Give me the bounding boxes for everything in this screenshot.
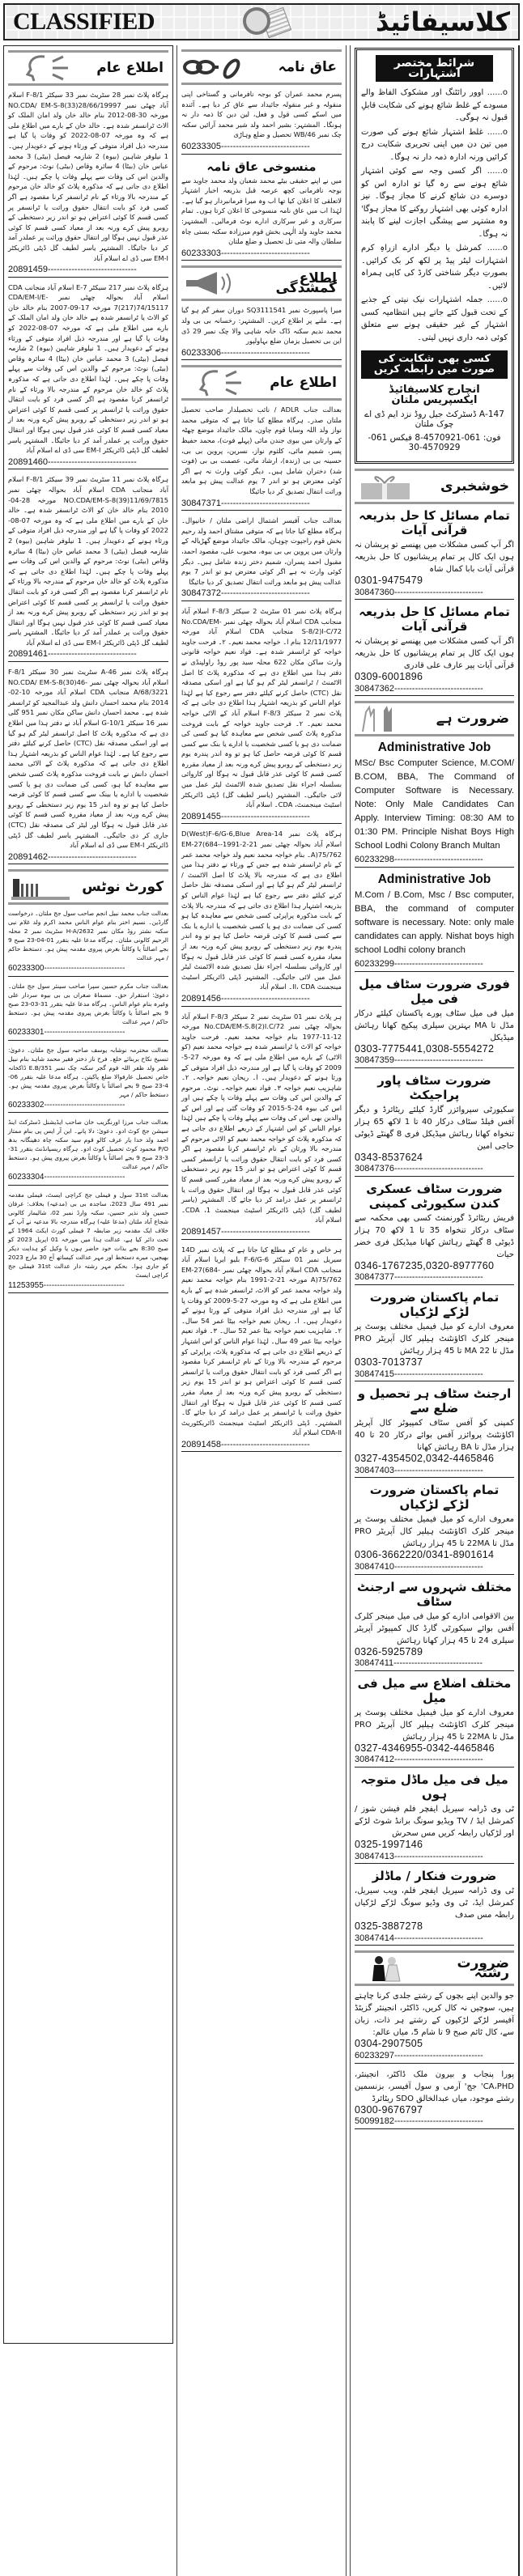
- classified-ad: [181, 1245, 342, 1453]
- ad-code-leader: ------------------------------: [220, 588, 310, 599]
- classified-ad: [8, 909, 168, 977]
- classified-ad: [8, 90, 168, 278]
- ad-code-leader: ------------------------------: [220, 141, 310, 151]
- ad-phone-number: 0300-9676797: [355, 2103, 423, 2116]
- bride-groom-icon: [355, 1954, 419, 1983]
- ad-code-value: 60233300: [8, 964, 45, 974]
- ad-code-value: 60233302: [8, 1100, 45, 1110]
- ad-reference-code: [8, 1281, 168, 1294]
- ad-title: Administrative Job: [377, 741, 491, 755]
- ad-code-leader: ------------------------------: [393, 2050, 483, 2060]
- ad-body: میرا پاسپورٹ نمبر SQ3111541 دوران سفر گم ہو گیا ہے۔ ملنے پر اطلاع کریں۔ المشتہر: رخسانہ بی بی ولد محمد ندیم سکنہ ڈاک خانہ شاہی والا چک نمبر 29 ڈی این بی تحصیل یزمان ضلع بہاولپور: [181, 306, 342, 346]
- ad-phone-number: 0301-9475479: [355, 574, 423, 586]
- ad-reference-code: [181, 994, 342, 1007]
- section-header-general-notice: [8, 50, 168, 86]
- ad-body: کمپنی کو آفس سٹاف کمپیوٹر کال آپریٹر اکاؤنٹنٹ پروائزر آفس بوائے درکار 20 تا 40 ہزار مڈل تا BA رہائش کھانا: [355, 1419, 514, 1453]
- ad-phone-number: 0327-4354502,0342-4465846: [355, 1453, 495, 1465]
- ad-phone-number: 0325-3887278: [355, 1920, 423, 1933]
- ad-reference-code: [355, 959, 514, 972]
- ad-reference-code: [8, 964, 168, 977]
- ad-reference-code: [8, 852, 168, 865]
- ad-code-value: 60233301: [8, 1027, 45, 1037]
- ad-reference-code: [181, 499, 342, 511]
- ad-reference-code: [355, 1164, 514, 1177]
- ad-title: منسوخی عاق نامہ: [206, 159, 317, 174]
- ad-code-leader: ------------------------------: [393, 683, 483, 694]
- ad-code-value: 60233299: [355, 958, 394, 969]
- ad-reference-code: [355, 1658, 514, 1671]
- section-title: کورٹ نوٹس: [82, 879, 164, 896]
- ad-code-value: 60233298: [355, 855, 394, 865]
- classified-ad: [355, 1182, 514, 1285]
- classified-ad: [355, 977, 514, 1068]
- ad-body: ہرگاہ پلاٹ نمبر 46-A سٹریٹ نمبر 30 سیکٹر F-8/1 اسلام آباد بحوالہ چھٹی نمبر NO.CDA/ EM-S-8(30)46-A/68/3221 منجانب CDA اسلام آباد مورخہ 10-02-2014 بنام محمد احسان دانش ولد عبدالمجید کو ٹرانسفر شدہ ہے۔ محمد احسان دانش ساکن مکان نمبر 951 گلی نمبر 16 سیکٹر G-10/1 اسلام آباد نے دفتر ہذا میں اطلاع دی ہے کہ مذکورہ پلاٹ کا اصل ٹرانسفر لیٹر گم ہو گیا ہے اور اسکی مصدقہ نقل (CTC) حاصل کرنے کیلئے دفتر سے رجوع کیا ہے۔ لہٰذا عوام الناس کو بذریعہ اشتہار ہذا اطلاع دی جاتی ہے کہ مذکورہ پلاٹ کے الاٹی محمد احسان دانش نے بابت فروخت مذکورہ پلاٹ کسی شخص سے معاہدہ کیا ہو، کسی کی ضمانت دی ہو یا کسی شخصیت یا ادارے یا بینک سے کسی قسم کا کوئی قرضہ حاصل کیا ہو تو وہ اندر 15 یوم زیر دستخطی کے روبرو پیش کرے ورنہ بعد از معیاد مقررہ کسی قسم کا کوئی عذر قابل قبول نہ ہوگا اور لیٹر کی مصدقہ نقل (CTC) جاری کر دی جائیگی۔ المشتہر یاسر لطیف گل ڈپٹی ڈائریکٹر EM-I سی ڈی اے اسلام آباد: [8, 668, 169, 850]
- ad-code-leader: ------------------------------: [393, 587, 483, 597]
- ad-body: اگر آپ کسی مشکلات میں پھنسے تو پریشان نہ ہوں ایک کال پر تمام پریشانیوں کا حل بذریعہ قرآنی آیات پیر عارف علی قادری: [355, 637, 514, 671]
- ad-phone-number: 0327-4346955-0342-4465846: [355, 1742, 495, 1754]
- ad-body: پورا پنجاب و بیرون ملک ڈاکٹر، انجینئر، CA،PHD' جج' آرمی و سول آفیسر، بزنسمین رشتے موجود، میاں عبدالخالق SDO ریٹائرڈ: [355, 2069, 514, 2103]
- classified-ad: [355, 1676, 514, 1768]
- ad-code-value: 30847377: [355, 1272, 394, 1283]
- section-title: ضرورت ہے: [436, 711, 509, 728]
- classified-header: [3, 3, 520, 40]
- classified-ad: [355, 872, 514, 972]
- terms-item: o...... اگر کسی وجہ سے کوئی اشتہار شائع ہونے سے رہ گیا تو ادارہ اس کو دوسرے دن شائع کرنے کا مجاز ہوگا۔ نیز ادارہ کوئی بھی اشتہار روکنے کا مجاز ہوگا' وہ مشتہر سے پیشگی اجازت لینے کا پابند نہ ہوگا۔: [361, 167, 508, 239]
- ad-code-value: 30847403: [355, 1465, 394, 1475]
- ad-code-value: 30847372: [181, 588, 221, 599]
- ad-code-leader: ------------------------------: [393, 1369, 483, 1379]
- speaking-head-icon: [8, 53, 73, 83]
- ad-reference-code: [355, 855, 514, 868]
- ad-body: ہرگاہ پلاٹ نمبر 11 سٹریٹ نمبر 39 سیکٹر F-8/1 اسلام آباد منجانب CDA اسلام آباد بحوالہ چھٹی نمبر NO.CDA/EM-S-8(39)11/69/7815 مورخہ 28-04-2010 بنام خالد خان کو الاٹ ٹرانسفر شدہ ہے۔ خالد خان کے بارے میں اطلاع ملی ہے کہ وہ مورخہ 07-08-2022 کو وفات پا گیا ہے اور مندرجہ ذیل افراد متوفی کے ورثاء ہونے کے دعویدار ہیں۔ 1 نیلوفر شاہین (بیوہ) 2 شازمہ فیصل (بیٹی) 3 محمد عباس خان (بیٹا) 4 سائرہ وقاص (بیٹی) نوٹ: مرحوم کے والدین اس کی وفات سے پہلے وفات پا چکے ہیں۔ لہٰذا اطلاع دی جاتی ہے کہ مذکورہ پلاٹ کو خالد خان مرحوم کے مندرجہ بالا ورثاء کے نام ٹرانسفر کرنا مقصود ہے اگر کسی فرد کو بابت انتقال حقوق وراثت یا ٹرانسفر پر کسی قسم کا کوئی اعتراض ہو تو اندر زیر دستخطی کے روبرو پیش کرے ورنہ بعد از معیاد کسی قسم کا کوئی عذر قبول نہیں ہوگا اور انتقال حقوق وراثت پر عملدر آمد کر دیا جائیگا۔ المشتہر یاسر لطیف گل ڈپٹی ڈائریکٹر EM-I سی ڈی اے اسلام آباد: [8, 475, 168, 647]
- raised-hands-icon: [355, 704, 419, 733]
- ad-code-leader: ------------------------------: [44, 964, 125, 974]
- ad-phone-number: 0306-3662220/0341-8901614: [355, 1549, 495, 1561]
- ad-reference-code: [355, 2051, 514, 2064]
- ad-code-leader: ------------------------------: [393, 1658, 483, 1669]
- classified-ad: [181, 606, 342, 824]
- ad-code-leader: ------------------------------: [393, 1933, 483, 1943]
- ad-terms-box: [355, 48, 514, 464]
- ad-phone-number: 0304-2907505: [355, 2038, 423, 2050]
- ad-code-leader: ------------------------------: [393, 1055, 483, 1066]
- ad-body: بین الاقوامی ادارے کو میل فی میل مینجر کلرک آفس بوائے سیکورٹی گارڈ کال کمپیوٹر آپریٹر سیلری 24 تا 45 ہزار کھانا رہائش: [355, 1611, 514, 1645]
- ad-code-leader: ------------------------------: [43, 1280, 125, 1290]
- classified-ad: [8, 1046, 168, 1114]
- ad-code-value: 30847413: [355, 1851, 394, 1861]
- ad-code-value: 30847412: [355, 1755, 394, 1765]
- ad-code-value: 30847362: [355, 683, 394, 694]
- ad-code-leader: ------------------------------: [393, 855, 483, 865]
- speaking-head-icon: [181, 368, 246, 397]
- ad-code-value: 20891462: [8, 851, 48, 862]
- classified-ad: [355, 1990, 514, 2063]
- ad-phone-number: 0303-7013737: [355, 1356, 423, 1369]
- column-left: [3, 45, 173, 2344]
- ad-code-value: 30847411: [355, 1658, 394, 1669]
- ad-code-value: 60233306: [181, 347, 221, 358]
- classified-ad: [355, 508, 514, 600]
- section-title: اطلاع عام: [96, 59, 164, 76]
- ad-code-leader: ------------------------------: [220, 1439, 310, 1449]
- ad-body: بعدالت محترمہ نوشابہ یوسف صاحبہ سول جج ملتان۔ دعویٰ: تنسیخ نکاح بربنائے خلع۔ فرح ناز دختر فقیر محمد شاہد بنام نبیل ظفر ولد ظفر اللہ قوم گجر سکنہ چک نمبر 351/E.B ڈاکخانہ خاص تحصیل عارفوالا ضلع پاکپتن۔ ہرگاہ مدعا علیہ بتقرر 06-4-23 صبح 9 بجے اصالتاً یا وکالتاً بغرض پیروی مقدمہ پیش ہو۔ دستخط حاکم / مہر: [8, 1046, 168, 1098]
- classified-ad: [355, 2069, 514, 2129]
- classified-ad: [355, 1580, 514, 1671]
- classified-ad: [355, 741, 514, 868]
- column-right: [350, 45, 520, 2576]
- classified-ad: [8, 1118, 168, 1186]
- section-header-disown: [181, 49, 342, 85]
- court-building-icon: [8, 872, 73, 902]
- ad-reference-code: [355, 684, 514, 697]
- ad-reference-code: [355, 1933, 514, 1946]
- classified-ad: [8, 474, 168, 662]
- ad-body: میں نے اپنے حقیقی بیٹے محمد شعبان ولد محمد جاوید سے بوجہ نافرمانی کچھ عرصہ قبل بذریعہ اخبار اشتہار لاتعلقی کا اعلان کیا تھا اب وہ میرا فرمانبردار ہو گیا ہے۔ لہٰذا اب میں عاق نامہ منسوخی کا اعلان کرتا ہوں۔ تمام سرکاری و غیر سرکاری ادارے نوٹ فرمالیں۔ المشتہر: محمد جاوید ولد الٰہی بخش قوم میرزادہ سکنہ بستی چاہ سلطان والہ متی تل تحصیل و ضلع ملتان: [181, 176, 342, 246]
- broken-chain-icon: [181, 53, 246, 82]
- column-middle: [176, 45, 347, 2576]
- ad-reference-code: [8, 649, 168, 662]
- ad-code-value: 30847410: [355, 1562, 394, 1572]
- ad-reference-code: [181, 812, 342, 825]
- terms-item: o...... اوور رائٹنگ اور مشکوک الفاظ والے مسودے کے غلط شائع ہونے کی شکایت قابلِ قبول نہ ہوگی۔: [361, 88, 508, 123]
- ad-reference-code: [355, 2116, 514, 2129]
- ad-body: معروف ادارے کو میل فیمیل مختلف پوسٹ پر مینجر کلرک اکاؤنٹنٹ ہیلپر کال آپریٹر PRO مڈل تا 22MA تا 45 ہزار رہائش: [355, 1708, 514, 1742]
- ad-code-leader: ------------------------------: [47, 456, 137, 467]
- complaint-contact-bar: کسی بھی شکایت کی صورت میں رابطہ کریں: [361, 350, 508, 379]
- classified-ad: [355, 1073, 514, 1177]
- ad-reference-code: [355, 1055, 514, 1068]
- classified-ad: [181, 829, 342, 1006]
- ad-code-value: 20891457: [181, 1227, 221, 1237]
- ad-code-value: 20891455: [181, 811, 221, 821]
- section-title: عاق نامہ: [278, 58, 337, 75]
- section-header-marriage: [355, 1950, 514, 1986]
- section-title: اطلاع گمشدگی: [275, 269, 337, 297]
- classified-ad: [181, 305, 342, 360]
- ad-code-value: 20891458: [181, 1439, 221, 1449]
- ad-reference-code: [355, 1272, 514, 1285]
- ad-body: M.Com / B.Com, Msc / Bsc computer, BBA, the command of computer software is necessary. Note: only male candidates can apply. Nishat boys high school Lodhi colony branch: [355, 889, 514, 955]
- ad-code-leader: ------------------------------: [393, 958, 483, 969]
- ad-title: تمام پاکستان ضرورت لڑکے لڑکیاں: [369, 1483, 500, 1513]
- classified-ad: [355, 1869, 514, 1946]
- ad-body: فریش ریٹائرڈ گورنمنٹ کسی بھی محکمہ سے سٹاف درکار تنخواہ 35 تا 1 لاکھ 70 ہزار ڈیوٹی 8 گھنٹے رہائش کھانا میڈیکل فری خضر حیات: [355, 1213, 515, 1259]
- section-title: خوشخبری: [440, 477, 509, 494]
- ad-body: ہرگاہ پلاٹ نمبر 28 سٹریٹ نمبر 33 سیکٹر F-8/1 اسلام آباد چھٹی نمبر NO.CDA/ EM-S-8(33)28/66/19997 مورخہ 30-08-2012 بنام خالد خان ولد امان الملک کو الاٹ ٹرانسفر شدہ ہے۔ خالد خان کے بارے میں اطلاع ملی ہے کہ وہ مورخہ 07-08-2022 کو وفات پا گیا ہے مندرجہ ذیل افراد متوفی کے ورثاء ہونے کے دعویدار ہیں۔ 1 نیلوفر شاہین (بیوہ) 2 شازمہ فیصل (بیٹی) 3 محمد عباس خان (بیٹا) 4 سائرہ وقاص (بیٹی) نوٹ: مرحوم کے والدین اس کی وفات سے پہلے وفات پا چکے ہیں۔ لہٰذا اطلاع دی جاتی ہے کہ مذکورہ پلاٹ کو خالد خان مرحوم کے مندرجہ بالا ورثاء کے نام ٹرانسفر کرنا مقصود ہے اگر کسی فرد کو بابت انتقال حقوق وراثت یا ٹرانسفر پر کسی قسم کا کوئی اعتراض ہو تو اندر زیر دستخطی کے روبرو پیش کرے ورنہ بعد از معیاد کسی قسم کا کوئی عذر قبول نہیں ہوگا اور انتقال حقوق وراثت پر عملدر آمد کر دیا جائیگا۔ المشتہر یاسر لطیف گل ڈپٹی ڈائریکٹر EM-I سی ڈی اے اسلام آباد: [8, 91, 168, 262]
- ad-body: ہرگاہ پلاٹ نمبر 14-D(West)F-6/G-6,Blue Area اسلام آباد بحوالہ چھٹی نمبر 21-2-1991-EM-27(684-A)75/762۔ بنام خواجہ محمد نعیم ولد خواجہ محمد عمر کے نام ٹرانسفر شدہ ہے جس کے ورثاء نے دفتر ہذا میں اطلاع دی ہے کہ مندرجہ بالا پلاٹ کا اصل الاٹمنٹ / ٹرانسفر لیٹر گم ہو گیا ہے اور اسکی مصدقہ نقل حاصل کرنے کیلئے دفتر سے رجوع کیا ہے لہٰذا عوام الناس کو بذریعہ اشتہار ہذا اطلاع دی جاتی ہے کہ مندرجہ بالا پلاٹ کے بابت مذکورہ پراپرٹی کسی شخص سے معاہدہ کیا ہو کسی کی ضمانت دی ہو یا کسی شخصیت یا ادارے یا بنک سے کسی قسم کا کوئی قرضہ حاصل کیا ہو تو وہ اندر پندرہ یوم زیر دستخطی کے روبرو پیش کرے ورنہ بعد از معیاد مقررہ کسی قسم کا کوئی عذر قابل قبول نہ ہوگا اور کاروائی بسلسلہ اجراء نقل تصدیق شدہ الاٹمنٹ لیٹر عمل میں لائی جائیگی۔ المشتہر ڈپٹی ڈائریکٹر اسٹیٹ مینجمنٹ II، CDA۔ اسلام آباد: [181, 830, 342, 991]
- ad-phone-number: 0303-7775441,0308-5554272: [355, 1042, 495, 1055]
- ad-reference-code: [181, 588, 342, 601]
- ad-reference-code: [181, 142, 342, 155]
- ad-code-leader: ------------------------------: [393, 1755, 483, 1765]
- ad-body: جو والدین اپنے بچوں کے رشتے جلدی کرنا چاہتے ہیں، سوچیں نہ کال کریں، ڈاکٹر، انجینئر گزیٹڈ آفیسر لڑکے لڑکیوں کے رشتے ہر ذات، زبان سے، کال ٹائم صبح 9 تا شام 5، میاں عالم:: [355, 1992, 514, 2038]
- classified-ad: [8, 982, 168, 1041]
- ad-body: ہر خاص و عام کو مطلع کیا جاتا ہے کہ پلاٹ نمبر 14D سیریل نمبر 01 سیکٹر F-6/G-6 بلیو ایریا اسلام آباد منجانب CDA اسلام آباد بحوالہ چھٹی نمبر EM-27(684-A)75/762 مورخہ 21-2-1991 بنام خواجہ محمد نعیم ولد خواجہ محمد عمر کو الاٹ، ٹرانسفر شدہ ہے کے بارے میں اطلاع ملی ہے کہ وہ مورخہ 27-5-2009 کو وفات پا گیا ہے اور مندرجہ ذیل افراد متوفی کے ورثا ہونے کے دعویدار ہیں۔ ا۔ ریحان نعیم خواجہ بیٹا عمر 54 سال۔ ۲۔ شاہزیب نعیم خواجہ بیٹا عمر 52 سال۔ ۳۔ فواد نعیم خواجہ بیٹا عمر 49 سال۔ لہٰذا عوام الناس کو اس اشتہار کے ذریعے اطلاع دی جاتی ہے کہ مذکورہ پلاٹ، پراپرٹی کو مرحوم کے مندرجہ بالا ورثا کے نام ٹرانسفر کرنا مقصود ہے اگر کسی فرد کو بابت انتقال حقوق وراثت یا ٹرانسفر کسی قسم کا کوئی اعتراض ہو تو اندر 15 یوم زیر دستخطی کے روبرو پیش کرے ورنہ بعد از معیاد مقرر کسی قسم کا کوئی عذر قابل قبول نہ ہوگا اور انتقال حقوق وراثت یا ٹرانسفر پر عمل درامد کر دیا جائے گا۔ المشتہر۔ ڈپٹی ڈائریکٹر اسٹیٹ مینجمنٹ ڈائریکٹوریٹ CDA-II اسلام آباد: [181, 1245, 342, 1437]
- ad-reference-code: [8, 265, 168, 278]
- ad-body: پسرم محمد عمران کو بوجہ نافرمانی و گستاخی اپنی منقولہ و غیر منقولہ جائیداد سے عاق کر دیا ہے۔ آئندہ میں اسکے کسی قول و فعل، لین دین کا ذمہ دار نہ ہونگا۔ المشتہر: بشیر احمد ولد شیر محمد آرائیں سکنہ چک نمبر 46/WB تحصیل و ضلع وہاڑی: [181, 90, 342, 139]
- ad-code-value: 30847371: [181, 498, 221, 508]
- ad-body: ہر پلاٹ نمبر 01 سٹریٹ نمبر 2 سیکٹر F-8/3 اسلام آباد بحوالہ چھٹی نمبر No.CDA/EM-S.8(2)I.C/72 مورخہ 12-11-1977 بنام خواجہ محمد نعیم۔ فرحت جاوید خواجہ کو الاٹ یا ٹرانسفر شدہ ہے خواجہ محمد نعیم (کو الاٹی) کے بارے میں اطلاع ملی ہے کہ وہ مورخہ 27-5-2009 کو وفات پا گیا ہے اور مندرجہ ذیل افراد متوفی کے ورثا ہونے کے دعویدار ہیں۔ ا۔ ریحان نعیم خواجہ۔ ۲۔ شاہزیب نعیم خواجہ ۳۔ فواد نعیم خواجہ۔ نوٹ۔ مرحوم کے والدین اس کی وفات سے پہلے وفات پا چکے ہیں اور اس کی بیوہ 24-5-2015 کو وفات گئی ہے اور اس کے والدین بھی اس کی وفات سے پہلے وفات پا چکے ہیں لہٰذا عوام الناس کو اس اشتہار کے ذریعے اطلاع دی جاتی ہے کہ مذکورہ پلاٹ کو خواجہ محمد نعیم کو الاٹی مرحوم کے مندرجہ بالا ورثان کے نام ٹرانسفر کرنا مقصود ہے اگر کسی فرد کو بابت انتقال حقوق وراثت یا ٹرانسفر کسی قسم کا کوئی اعتراض ہو تو اندر 15 یوم زیر دستخطی کے روبرو پیش کرے ورنہ بعد از معیاد مقرر کسی قسم کا کوئی عذر قابل قبول نہ ہوگا اور انتقال حقوق وراثت یا ٹرانسفر پر عمل درامد کر دیا جائے گا۔ المشتہر (یاسر لطیف گل) ڈپٹی ڈائریکٹر اسٹیٹ مینجمنٹ 1، CDA۔ اسلام آباد: [181, 1012, 342, 1224]
- ad-phone-number: 0343-8537624: [355, 1151, 423, 1163]
- classified-ad: [181, 516, 342, 601]
- ad-reference-code: [8, 1173, 168, 1186]
- ad-code-value: 30847414: [355, 1933, 394, 1943]
- classified-ad: [8, 282, 168, 470]
- ad-reference-code: [355, 1562, 514, 1575]
- ad-body: سکیورٹی سپروائزر گارڈ کیلئے ریٹائرڈ و دیگر آفس فیلڈ سٹاف درکار 40 تا 1 لاکھ 65 ہزار تنخواہ کھانا رہائش میڈیکل فری 8 گھنٹے ڈیوٹی حاجی امین: [355, 1105, 515, 1151]
- ad-reference-code: [355, 1369, 514, 1382]
- classified-ad: [181, 159, 342, 261]
- section-title: ضرورت رشتہ: [457, 1954, 509, 1982]
- ad-body: معروف ادارے کو میل فیمیل مختلف پوسٹ پر مینجر کلرک اکاؤنٹنٹ ہیلپر کال آپریٹر PRO مڈل تا 22MA تا 45 ہزار رہائش: [355, 1515, 514, 1549]
- ad-title: فوری ضرورت سٹاف میل فی میل: [359, 976, 510, 1006]
- ad-code-value: 30847359: [355, 1055, 394, 1066]
- header-title-urdu: کلاسیفائیڈ: [375, 6, 510, 37]
- ad-title: ضرورت سٹاف عسکری کندن سکیورٹی کمپنی: [366, 1181, 503, 1211]
- ad-title: میل فی میل ماڈل متوجہ ہوں: [360, 1772, 508, 1802]
- ad-body: بعدالت 31st سول و فیملی جج کراچی ایسٹ، فیملی مقدمہ نمبر 491 سال 2023، ساجدہ بی بی (مدعیہ) بخلاف: عرفان حسین ولد نذیر حسین، سکنہ وارڈ نمبر 02، شالیمار کالونی شجاع آباد ملتان (مدعا علیہ) ہرگاہ مندرجہ بالا مدعیہ نے آپ کے خلاف ایک مقدمہ زیر ضابطہ 7 فیملی کورٹ ایکٹ 1964 کے تحت دائر کیا ہے، عدالت ہذا میں مورخہ 01 اپریل 2023 کو صبح 8:30 بجے بذات خود حاضر ہوں یا وکیل کو ہدایت دیکر بھیجیں، میرے دستخط اور مہر عدالت کیساتھ آج 30 مارچ 2023 کو جاری ہوا۔ بحکم مہر رشتہ دار عدالت 31st فیملی جج کراچی ایسٹ: [8, 1190, 169, 1279]
- ad-title: ضرورت فنکار / ماڈلز: [372, 1869, 497, 1884]
- ad-code-leader: ------------------------------: [393, 2116, 483, 2127]
- ad-phone-number: 0346-1767235,0320-8977760: [355, 1259, 495, 1271]
- ad-body: معروف ادارے کو میل فیمیل مختلف پوسٹ پر مینجر کلرک اکاؤنٹنٹ ہیلپر کال آپریٹر PRO مڈل تا MA 22 تا 45 ہزار رہائش: [355, 1322, 514, 1356]
- ad-code-leader: ------------------------------: [393, 1851, 483, 1861]
- ad-code-value: 60233305: [181, 141, 221, 151]
- ad-title: ضرورت سٹاف پاور پراجیکٹ: [377, 1072, 491, 1102]
- ad-reference-code: [181, 1440, 342, 1453]
- ad-code-value: 60233304: [8, 1173, 45, 1182]
- ad-reference-code: [8, 457, 168, 470]
- ad-code-leader: ------------------------------: [393, 1465, 483, 1475]
- classified-ad: [181, 405, 342, 511]
- ad-code-leader: ------------------------------: [393, 1272, 483, 1283]
- ad-title: Administrative Job: [377, 872, 491, 886]
- ad-body: بعدالت جناب مکرم حسین سپرا صاحب سینئر سول جج ملتان۔ دعویٰ: استقرار حق۔ مسماۃ صغراں بی بی بیوہ سردار علی وغیرہ بنام عوام الناس۔ ہرگاہ مدعا علیہ بتقرر 31-03-23 صبح 9 بجے اصالتاً یا وکالتاً بغرض پیروی مقدمہ پیش ہو۔ دستخط حاکم / مہر عدالت: [8, 982, 168, 1025]
- ad-reference-code: [181, 348, 342, 361]
- ad-code-leader: ------------------------------: [393, 1562, 483, 1572]
- classified-ad: [181, 89, 342, 155]
- ad-title: تمام مسائل کا حل بذریعہ قرآنی آیات: [359, 605, 510, 634]
- ad-reference-code: [8, 1101, 168, 1114]
- ad-reference-code: [181, 1227, 342, 1240]
- ad-code-value: 20891460: [8, 456, 48, 467]
- section-header-court-notice: [8, 869, 168, 905]
- ad-body: ٹی وی ڈرامہ سیریل ایفچر فلم فیشن شوز / کمرشل ایڈ / TV ویڈیو سونگ برانڈ شوٹ لڑکے اور لڑکیاں رابطہ کریں مس سحرش: [355, 1805, 514, 1838]
- ad-phone-number: 0309-6001896: [355, 671, 423, 683]
- ad-body: ہرگاہ پلاٹ نمبر 01 سٹریٹ 2 سیکٹر F-8/3 اسلام آباد منجانب CDA اسلام آباد بحوالہ چھٹی نمبر No.CDA/EM-S-8/2)I-C/72 منجانب CDA اسلام آباد مورخہ 12/11/1977 بنام ا۔ خواجہ محمد نعیم۔ ۲۔ فرحت جاوید خواجہ کو ٹرانسفر شدہ ہے۔ فواد نعیم خواجہ قانونی وارث ساکن مکان 622 محلہ سید پور روڈ راولپنڈی نے دفتر ہذا میں اطلاع دی ہے کہ مذکورہ پلاٹ کا اصل الاٹمنٹ / ٹرانسفر لیٹر گم ہو گیا ہے اور اسکی مصدقہ نقل (CTC) حاصل کرنے کیلئے دفتر سے رجوع کیا ہے لہٰذا عوام الناس کو بذریعہ اشتہار ہذا اطلاع دی جاتی ہے کہ پلاٹ نمبر 2 سیکٹر F-8/3 اسلام آباد کے الاٹی خواجہ محمد نعیم۔ ۲۔ فرحت جاوید خواجہ کے بابت فروخت مذکورہ پلاٹ کسی شخص سے معاہدہ کیا ہو کسی کی ضمانت دی ہو یا کسی شخصیت یا ادارے یا بنک سے کسی قسم کا کوئی قرضہ حاصل کیا ہو تو وہ اندر پندرہ یوم زیر دستخطی کے روبرو پیش کرے ورنہ بعد از معیاد مقررہ کسی قسم کا کوئی عذر قابل قبول نہ ہوگا اور کاروائی بسلسلہ اجراء نقل تصدیق شدہ الاٹمنٹ لیٹر عمل میں لائی جائیگی۔ المشتہر (یاسر لطیف گل) ڈپٹی ڈائریکٹر اسٹیٹ مینجمنٹ، CDA۔ اسلام آباد: [181, 606, 342, 809]
- ad-reference-code: [181, 248, 342, 261]
- ad-code-leader: ------------------------------: [393, 1164, 483, 1174]
- ad-code-value: 50099182: [355, 2116, 394, 2127]
- classified-ad: [355, 1290, 514, 1381]
- section-header-general-notice: [181, 365, 342, 401]
- ad-code-leader: ------------------------------: [220, 993, 310, 1004]
- classified-ad: [355, 1483, 514, 1574]
- ad-body: MSc/ Bsc Computer Science, M.COM/ B.COM, BBA, The Command of Computer Software is Necessary. Note: Only Male Candidates Can Apply. Interview Timing: 08:30 AM to 01:30 PM. Principle Nishat Boys High School Lodhi Colony Branch Multan: [355, 758, 514, 851]
- ad-reference-code: [355, 1755, 514, 1768]
- ad-code-leader: ------------------------------: [220, 498, 310, 508]
- ad-body: بعدالت جناب محمد نبیل انجم صاحب سول جج ملتان۔ درخواست گارڈین۔ نسیم اختر بنام عوام الناس محمد اکرم ولد غلام نبی سکنہ نشتر روڈ مکان نمبر 2632/H-A سٹریٹ نمبر 2 محلہ الرحیم کالونی ملتان۔ ہرگاہ مدعا علیہ بتقرر 01-04-23 صبح 9 بجے اصالتاً یا وکالتاً بغرض پیروی مقدمہ پیش ہو۔ دستخط حاکم / مہر عدالت: [8, 910, 168, 962]
- ad-code-value: 30847415: [355, 1369, 394, 1379]
- ad-body: بعدالت جناب ADLR / نائب تحصیلدار صاحب تحصیل ملتان صدر۔ ہرگاہ مطلع کیا جاتا ہے کہ متوفی محمد نواز ولد اللہ وسایا قوم چاون، مالک جائیداد موضع چھٹہ کے وارثان میں بیوی جندن مائی (پہلے فوت)، محمد حفیظ پسر، شمیم مائی، کلثوم نواز، نسرین، پروین بی بی، حسینہ بی بی (زندہ)، ارشاد مائی، عصمت بی بی (فوت شد) دختران شامل ہیں۔ دیگر کوئی وارث نہ ہے اگر کوئی معترض ہو تو اندر 7 یوم عدالت پیش ہو مابعد وراثت انتقال تصدیق کر دیا جائیگا: [181, 405, 342, 496]
- ad-code-value: 20891461: [8, 649, 48, 660]
- classified-ad: [355, 1772, 514, 1864]
- ad-code-leader: ------------------------------: [220, 248, 310, 258]
- ad-reference-code: [355, 588, 514, 601]
- ad-body: اگر آپ کسی مشکلات میں پھنسے تو پریشان نہ ہوں ایک کال پر تمام پریشانیوں کا حل بذریعہ قرآنی آیات بابا کمال شاہ: [355, 540, 514, 574]
- ad-code-leader: ------------------------------: [220, 811, 310, 821]
- header-title-english: CLASSIFIED: [13, 8, 155, 35]
- section-header-good-news: [355, 469, 514, 504]
- office-phone: فون: 061-4570921-8 فیکس 061-4570929-30: [368, 432, 501, 453]
- ad-body: میل فی میل سٹاف پورے پاکستان کیلئے درکار مڈل تا MA بہترین سیلری پیکیج کھانا رہائش میڈیکل: [355, 1008, 514, 1042]
- ad-code-leader: ------------------------------: [220, 347, 310, 358]
- section-title: اطلاع عام: [270, 374, 337, 391]
- ad-title: تمام پاکستان ضرورت لڑکے لڑکیاں: [369, 1290, 500, 1320]
- magnifier-newspaper-icon: [240, 6, 291, 38]
- gift-box-icon: [355, 472, 419, 501]
- classified-ad: [181, 1012, 342, 1240]
- terms-item: o...... جملہ اشتہارات نیک نیتی کے جذبے کے تحت قبول کئے جاتے ہیں انتظامیہ کسی اشتہار کے غیر حقیقی ہونے سے متعلق کوئی ذمہ داری نہیں لیتی۔: [361, 295, 508, 342]
- terms-item: o...... کمرشل یا دیگر ادارے ازراہِ کرم اشتہارات لیٹر پیڈ پر لکھ کر بک کرائیں۔ بصورتِ دیگر شناختی کارڈ کی کاپی ہمراہ لائیں۔: [361, 244, 508, 291]
- office-address: 147-A ڈسٹرکٹ جیل روڈ نزد ایم ڈی اے چوک ملتان: [364, 409, 504, 430]
- ad-code-leader: ------------------------------: [47, 851, 137, 862]
- ad-code-value: 60233297: [355, 2050, 394, 2060]
- ad-code-leader: ------------------------------: [47, 649, 137, 660]
- ad-code-leader: ------------------------------: [220, 1227, 310, 1237]
- ad-code-leader: ------------------------------: [47, 265, 137, 275]
- office-name: انچارج کلاسیفائیڈ ایکسپریس ملتان: [389, 384, 480, 406]
- ad-body: ہرگاہ پلاٹ نمبر 217 سیکٹر E-7 اسلام آباد منجانب CDA اسلام آباد بحوالہ چھٹی نمبر CDA/EM-I/E-7(217)74/15117 مورخہ 17-09-2007 بنام خالد خان کو الاٹ یا ٹرانسفر شدہ ہے خالد خان ولد امان الملک کے بارے میں اطلاع ملی ہے کہ مورخہ 07-08-2022 کو وفات پا گیا ہے اور مندرجہ ذیل افراد متوفی کے ورثاء ہونے کے دعویدار ہیں۔ 1 نیلوفر شاہین (بیوہ) 2 شازمہ فیصل (بیٹی) 3 محمد عباس خان (بیٹا) 4 سائرہ وقاص (بیٹی) نوٹ: مرحوم کے والدین اس کی وفات سے پہلے وفات پا چکے ہیں۔ لہٰذا اطلاع دی جاتی ہے کہ مذکورہ پلاٹ کو خالد خان مرحوم کے مندرجہ بالا ورثاء کے نام ٹرانسفر کرنا مقصود ہے اگر کسی فرد کو بابت انتقال حقوق وراثت یا ٹرانسفر پر کسی قسم کا کوئی اعتراض ہو تو اندر زیر دستخطی کے روبرو پیش کرے ورنہ بعد از معیاد کسی قسم کا کوئی عذر قبول نہیں ہوگا اور انتقال حقوق وراثت پر عملدر آمد کر دیا جائیگا۔ المشتہر یاسر لطیف گل ڈپٹی ڈائریکٹر EM-I سی ڈی اے اسلام آباد: [8, 282, 169, 455]
- ad-reference-code: [8, 1028, 168, 1041]
- classified-ad: [8, 667, 168, 864]
- ad-title: تمام مسائل کا حل بذریعہ قرآنی آیات: [359, 507, 510, 537]
- classified-ad: [355, 1386, 514, 1478]
- ad-title: مختلف شہروں سے ارجنٹ سٹاف: [356, 1579, 512, 1609]
- ad-title: مختلف اضلاع سے میل فی میل: [357, 1675, 512, 1705]
- terms-item: o...... غلط اشتہار شائع ہونے کی صورت میں تین دن میں اپنی تحریری شکایت درج کرائیں ورنہ ادارہ ذمہ دار نہ ہوگا۔: [361, 127, 508, 162]
- ad-code-leader: ------------------------------: [44, 1027, 125, 1037]
- ad-body: بعدالت جناب آفیسر اشتمال اراضی ملتان / خانیوال۔ ہرگاہ مطلع کیا جاتا ہے کہ متوفی مشتاق احمد ولد رحیم بخش قوم راجپوت چوہان، مالک جائیداد موضع گھڑیالہ کے وارثان میں پروین بی بی بیوہ، محبوب علی، مقصود احمد، مقبول احمد پسران، شمیم دختر زندہ شامل ہیں۔ دیگر کوئی وارث نہ ہے اگر کوئی معترض ہو تو اندر 7 یوم عدالت پیش ہو مابعد وراثت انتقال تصدیق کر دیا جائیگا: [181, 516, 342, 586]
- ad-code-value: 30847360: [355, 587, 394, 597]
- ad-phone-number: 0326-5925789: [355, 1645, 423, 1657]
- classified-ad: [355, 605, 514, 696]
- section-header-wanted: [355, 701, 514, 736]
- ad-code-value: 11253955: [8, 1280, 44, 1290]
- terms-title: شرائط مختصر اشتہارات: [376, 55, 493, 82]
- classified-ad: [8, 1190, 168, 1294]
- ad-reference-code: [355, 1852, 514, 1865]
- ad-code-value: 30847376: [355, 1164, 394, 1174]
- ad-title: ارجنٹ سٹاف ہر تحصیل و ضلع سے: [357, 1386, 512, 1416]
- megaphone-icon: [181, 269, 246, 298]
- ad-body: بعدالت جناب مرزا اورنگزیب خان صاحب ایڈیشنل ڈسٹرکٹ اینڈ سیشن جج کوٹ ادو۔ دعویٰ: دلا پانے۔ این آر ایس پی بنام ممتاز احمد ولد خدا یار عرف کالو قوم سید سکنہ چاہ دھینگانہ بدھ P/O محمود کوٹ تحصیل کوٹ ادو۔ ہرگاہ ریسپانڈنٹ بتقرر 31-3-23 صبح 9 بجے اصالتاً یا وکالتاً بغرض پیروی پیش ہو۔ دستخط حاکم / مہر عدالت: [8, 1118, 168, 1171]
- ad-code-leader: ------------------------------: [44, 1173, 125, 1182]
- ad-phone-number: 0325-1997146: [355, 1839, 423, 1850]
- ad-code-value: 20891456: [181, 993, 221, 1004]
- ad-code-value: 60233303: [181, 248, 221, 258]
- ad-code-leader: ------------------------------: [44, 1100, 125, 1110]
- ad-reference-code: [355, 1466, 514, 1479]
- section-header-lost: [181, 265, 342, 301]
- ad-code-value: 20891459: [8, 265, 48, 275]
- ad-body: ٹی وی ڈرامہ سیریل ایفچر فلم، ویب سیریل، کمرشل ایڈ، ٹی وی وڈیو سونگ لڑکے لڑکیاں رابطہ مس صدف: [355, 1886, 514, 1920]
